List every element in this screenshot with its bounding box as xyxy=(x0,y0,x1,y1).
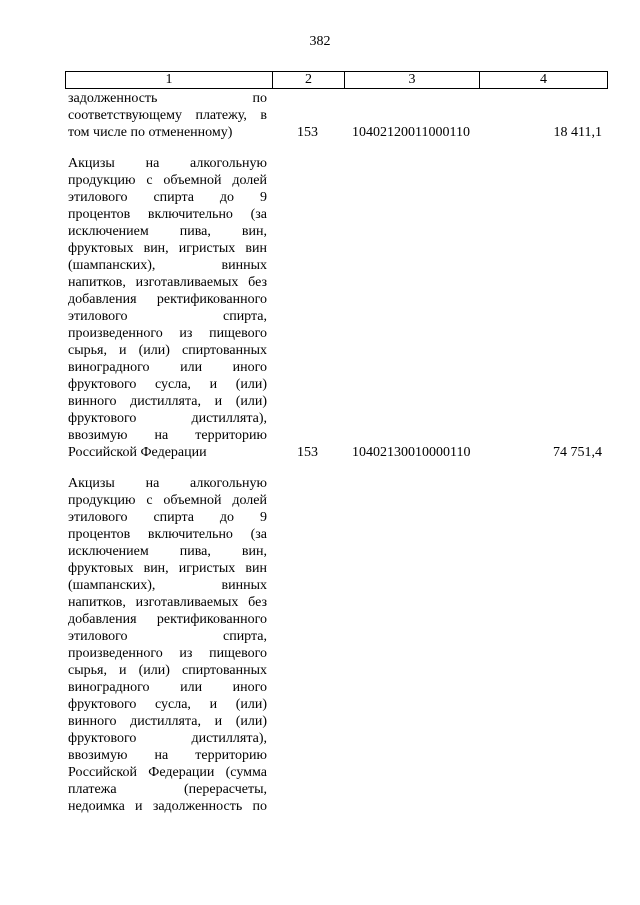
row-1-line: фруктового сусла, и (или) xyxy=(68,377,267,392)
row-1-description xyxy=(68,155,267,461)
row-2-line: платежа (перерасчеты, xyxy=(68,782,267,797)
row-2-line: ввозимую на территорию xyxy=(68,748,267,763)
header-col-3: 3 xyxy=(345,72,480,89)
row-1-line: фруктового дистиллята), xyxy=(68,411,267,426)
row-0-line: соответствующему платежу, в xyxy=(68,108,267,123)
row-0-line: задолженность по xyxy=(68,91,267,106)
row-2-line: добавления ректификованного xyxy=(68,612,267,627)
row-0-kbk: 10402120011000110 xyxy=(352,125,470,140)
header-col-4: 4 xyxy=(480,72,608,89)
row-1-line: сырья, и (или) спиртованных xyxy=(68,343,267,358)
row-2-line: фруктовых вин, игристых вин xyxy=(68,561,267,576)
row-2-line: сырья, и (или) спиртованных xyxy=(68,663,267,678)
row-2-line: произведенного из пищевого xyxy=(68,646,267,661)
row-1-line: исключением пива, вин, xyxy=(68,224,267,239)
row-2-line: процентов включительно (за xyxy=(68,527,267,542)
row-0-amount: 18 411,1 xyxy=(553,125,602,140)
row-2-line: Российской Федерации (сумма xyxy=(68,765,267,780)
row-1-kbk: 10402130010000110 xyxy=(352,445,471,460)
row-2-line: винного дистиллята, и (или) xyxy=(68,714,267,729)
row-0-line: том числе по отмененному) xyxy=(68,125,233,140)
row-2-line: продукцию с объемной долей xyxy=(68,493,267,508)
row-1-line: фруктовых вин, игристых вин xyxy=(68,241,267,256)
row-2-line: этилового спирта до 9 xyxy=(68,510,267,525)
row-1-line: винного дистиллята, и (или) xyxy=(68,394,267,409)
row-1-line: продукцию с объемной долей xyxy=(68,173,267,188)
row-2-line: фруктового сусла, и (или) xyxy=(68,697,267,712)
row-1-line: ввозимую на территорию xyxy=(68,428,267,443)
table-header xyxy=(65,71,608,89)
row-1-line: процентов включительно (за xyxy=(68,207,267,222)
row-1-line: Акцизы на алкогольную xyxy=(68,156,267,171)
row-1-line: произведенного из пищевого xyxy=(68,326,267,341)
row-0-description xyxy=(68,90,267,141)
row-1-amount: 74 751,4 xyxy=(553,445,602,460)
row-0-code: 153 xyxy=(297,125,318,140)
row-2-line: исключением пива, вин, xyxy=(68,544,267,559)
row-2-line: этилового спирта, xyxy=(68,629,267,644)
row-1-line: добавления ректификованного xyxy=(68,292,267,307)
row-1-line: этилового спирта, xyxy=(68,309,267,324)
page-number: 382 xyxy=(309,34,331,49)
row-2-line: (шампанских), винных xyxy=(68,578,267,593)
row-2-description xyxy=(68,475,267,815)
row-1-code: 153 xyxy=(297,445,318,460)
row-1-line: (шампанских), винных xyxy=(68,258,267,273)
row-2-line: виноградного или иного xyxy=(68,680,267,695)
row-1-line: напитков, изготавливаемых без xyxy=(68,275,267,290)
header-col-1: 1 xyxy=(66,72,273,89)
header-col-2: 2 xyxy=(273,72,345,89)
row-1-line: этилового спирта до 9 xyxy=(68,190,267,205)
row-1-line: виноградного или иного xyxy=(68,360,267,375)
row-2-line: напитков, изготавливаемых без xyxy=(68,595,267,610)
row-2-line: Акцизы на алкогольную xyxy=(68,476,267,491)
row-2-line: фруктового дистиллята), xyxy=(68,731,267,746)
row-1-line: Российской Федерации xyxy=(68,445,207,460)
row-2-line: недоимка и задолженность по xyxy=(68,799,267,814)
